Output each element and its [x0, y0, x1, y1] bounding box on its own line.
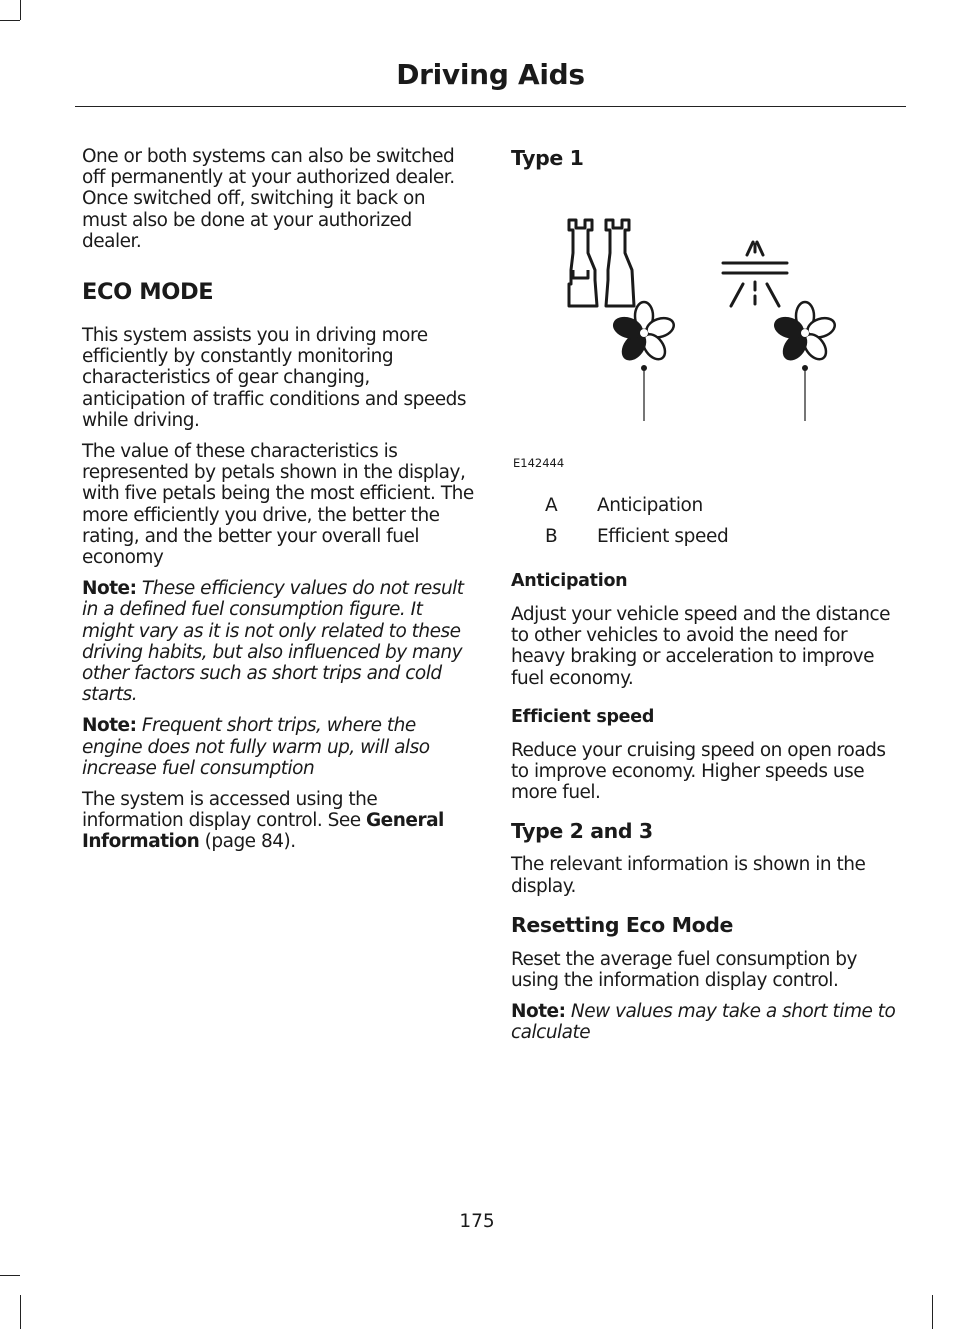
eco-mode-illustration: [511, 178, 903, 478]
note-text: These efficiency values do not result in a defined fuel consumption figure. It might vary as it is not only related to these driving habits, but also influenced by many other factors such as short trips and cold starts.: [82, 578, 464, 706]
note-label: Note:: [511, 1001, 566, 1023]
type-2-and-3-heading: Type 2 and 3: [511, 819, 653, 844]
legend-value: Anticipation: [597, 495, 703, 516]
legend-row: [511, 495, 903, 516]
petals-paragraph: The value of these characteristics is represented by petals shown in the display, with five petals being the most efficient. The more efficiently you drive, the better the rating, and the better your overall fuel economy: [82, 441, 474, 569]
flower-petal-icon: [773, 302, 838, 421]
intro-paragraph: One or both systems can also be switched off permanently at your authorized dealer. Once switched off, switching it back on must also be done at your authorized dealer.: [82, 146, 455, 252]
note-label: Note:: [82, 578, 137, 600]
page-title: Driving Aids: [396, 58, 585, 91]
title-divider: [75, 106, 906, 107]
resetting-paragraph: Reset the average fuel consumption by using the information display control.: [511, 948, 857, 992]
note-new-values: [511, 1001, 903, 1043]
page-number: 175: [459, 1211, 495, 1232]
crop-mark: [20, 0, 21, 20]
efficient-speed-heading: Efficient speed: [511, 706, 655, 727]
efficient-speed-paragraph: Reduce your cruising speed on open roads to improve economy. Higher speeds use more fuel.: [511, 739, 886, 804]
page-reference: (page 84).: [199, 831, 296, 853]
binoculars-icon: [569, 220, 634, 306]
crop-mark: [0, 20, 20, 21]
resetting-eco-mode-heading: Resetting Eco Mode: [511, 912, 734, 937]
legend-key: B: [545, 526, 558, 547]
note-text: Frequent short trips, where the engine does not fully warm up, will also increase fuel consumption: [82, 715, 430, 779]
note-efficiency: [82, 578, 474, 705]
note-text: New values may take a short time to calculate: [511, 1001, 896, 1044]
legend-value: Efficient speed: [597, 526, 729, 547]
eco-mode-figure: [511, 178, 903, 470]
legend-key: A: [545, 495, 558, 516]
eco-mode-heading: ECO MODE: [82, 279, 214, 306]
crop-mark: [20, 1295, 21, 1329]
note-short-trips: [82, 715, 474, 779]
access-text: The system is accessed using the information display control. See: [82, 789, 378, 832]
left-column: [82, 146, 474, 853]
flower-petal-icon: [612, 302, 677, 421]
right-column: [511, 146, 903, 1044]
crop-mark: [932, 1295, 933, 1329]
legend-row: [511, 526, 903, 547]
eco-description-paragraph: This system assists you in driving more efficiently by constantly monitoring characteristics of gear changing, anticipation of traffic conditions and speeds while driving.: [82, 325, 467, 431]
anticipation-paragraph: Adjust your vehicle speed and the distance to other vehicles to avoid the need for heavy braking or acceleration to improve fuel economy.: [511, 604, 891, 689]
figure-code: E142444: [513, 456, 565, 470]
type-2-and-3-paragraph: The relevant information is shown in the display.: [511, 854, 866, 897]
access-paragraph: [82, 789, 474, 853]
anticipation-heading: Anticipation: [511, 571, 628, 591]
type-1-heading: Type 1: [511, 146, 584, 170]
figure-legend: [511, 495, 903, 547]
road-icon: [723, 242, 787, 306]
note-label: Note:: [82, 715, 137, 737]
general-information-link[interactable]: General Information: [82, 810, 444, 853]
crop-mark: [0, 1275, 20, 1276]
